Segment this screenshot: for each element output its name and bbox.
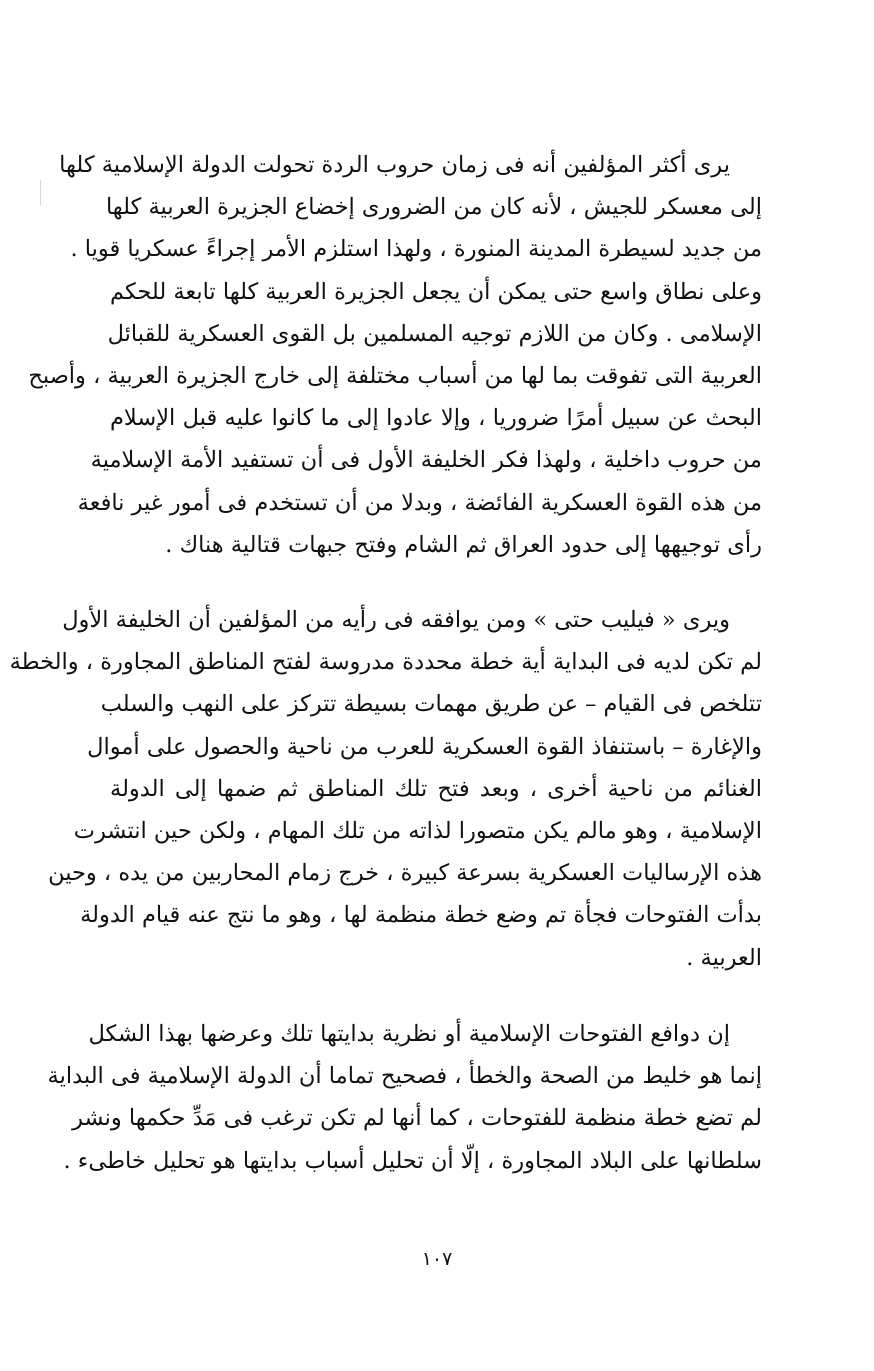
text-line: بدأت الفتوحات فجأة تم وضع خطة منظمة لها ، وهو ما نتج عنه قيام الدولة (80, 902, 762, 929)
paragraph-1 (28, 144, 762, 566)
text-line: الغنائم من ناحية أخرى ، وبعد فتح تلك المناطق ثم ضمها إلى الدولة (110, 775, 762, 802)
text-line: من هذه القوة العسكرية الفائضة ، وبدلا من أن تستخدم فى أمور غير نافعة (77, 489, 762, 516)
margin-mark (40, 180, 41, 206)
text-line: ويرى « فيليب حتى » ومن يوافقه فى رأيه من المؤلفين أن الخليفة الأول (62, 607, 730, 633)
text-line: يرى أكثر المؤلفين أنه فى زمان حروب الردة تحولت الدولة الإسلامية كلها (59, 152, 730, 178)
text-line: إلى معسكر للجيش ، لأنه كان من الضرورى إخضاع الجزيرة العربية كلها (105, 194, 762, 221)
text-line: البحث عن سبيل أمرًا ضروريا ، وإلا عادوا إلى ما كانوا عليه قبل الإسلام (110, 405, 762, 432)
text-line: العربية . (686, 944, 762, 971)
text-line: الإسلامى . وكان من اللازم توجيه المسلمين بل القوى العسكرية للقبائل (107, 320, 762, 347)
text-line: العربية التى تفوقت بما لها من أسباب مختلفة إلى خارج الجزيرة العربية ، وأصبح (28, 362, 762, 389)
paragraph-2 (9, 599, 762, 979)
text-line: هذه الإرساليات العسكرية بسرعة كبيرة ، خرج زمام المحاربين من يده ، وحين (48, 860, 762, 887)
text-line: إنما هو خليط من الصحة والخطأ ، فصحيح تماما أن الدولة الإسلامية فى البداية (47, 1063, 762, 1090)
text-line: وعلى نطاق واسع حتى يمكن أن يجعل الجزيرة العربية كلها تابعة للحكم (110, 278, 762, 305)
text-line: إن دوافع الفتوحات الإسلامية أو نظرية بدايتها تلك وعرضها بهذا الشكل (88, 1021, 730, 1047)
text-line: الإسلامية ، وهو مالم يكن متصورا لذاته من تلك المهام ، ولكن حين انتشرت (73, 817, 762, 844)
text-line: لم تضع خطة منظمة للفتوحات ، كما أنها لم تكن ترغب فى مَدِّ حكمها ونشر (72, 1105, 762, 1132)
text-line: والإغارة – باستنفاذ القوة العسكرية للعرب من ناحية والحصول على أموال (87, 733, 762, 760)
text-line: لم تكن لديه فى البداية أية خطة محددة مدروسة لفتح المناطق المجاورة ، والخطة (9, 649, 762, 676)
text-line: سلطانها على البلاد المجاورة ، إلّا أن تحليل أسباب بدايتها هو تحليل خاطىء . (63, 1147, 762, 1174)
text-line: من حروب داخلية ، ولهذا فكر الخليفة الأول فى أن تستفيد الأمة الإسلامية (90, 447, 762, 474)
text-line: رأى توجيهها إلى حدود العراق ثم الشام وفتح جبهات قتالية هناك . (165, 531, 762, 558)
text-line: من جديد لسيطرة المدينة المنورة ، ولهذا استلزم الأمر إجراءً عسكريا قويا . (70, 236, 762, 263)
paragraph-3 (47, 1013, 762, 1182)
text-line: تتلخص فى القيام – عن طريق مهمات بسيطة تتركز على النهب والسلب (100, 691, 762, 718)
page-number: ١٠٧ (421, 1248, 453, 1270)
